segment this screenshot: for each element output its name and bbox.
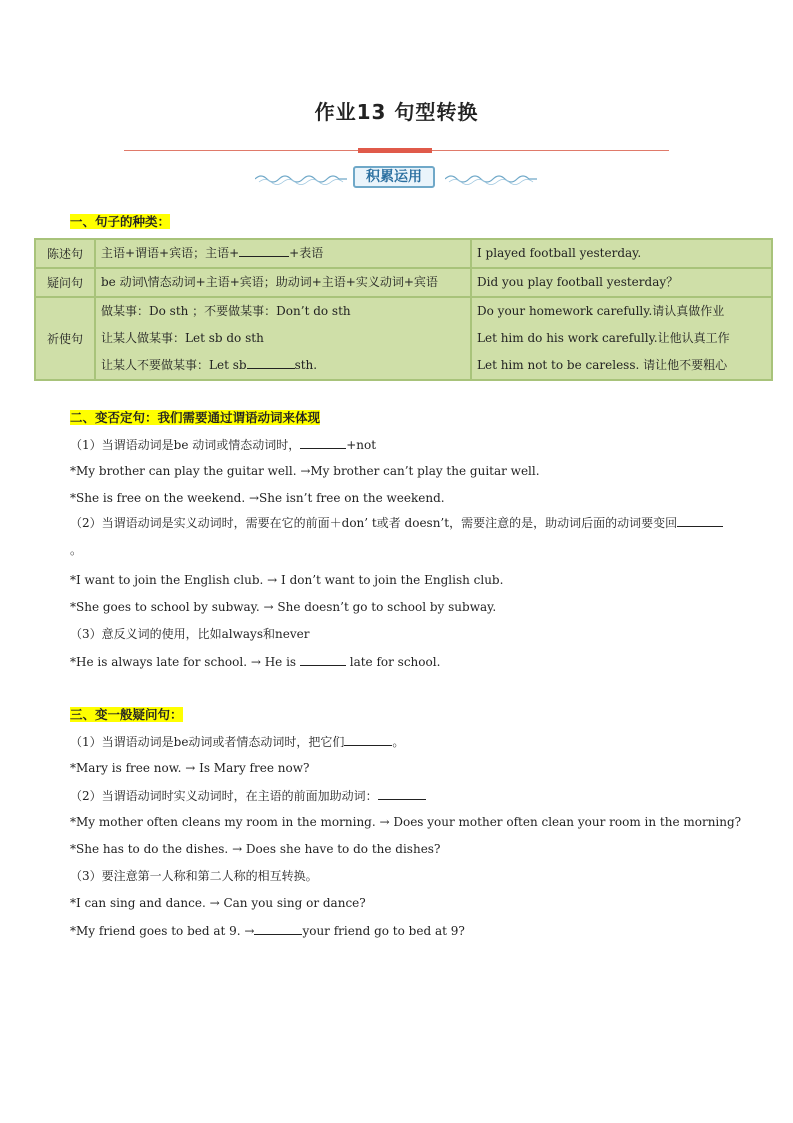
rule-text: （2）当谓语动词是实义动词时，需要在它的前面＋don’ t或者 doesn’t，需要注意的是，助动词后面的动词要变回。 bbox=[70, 510, 730, 564]
wave-decoration-right-icon bbox=[445, 170, 537, 186]
fill-blank bbox=[247, 356, 295, 369]
example-text: *My brother can play the guitar well. →My brother can’t play the guitar well. bbox=[70, 464, 540, 478]
page-title: 作业13 句型转换 bbox=[314, 100, 479, 124]
fill-blank bbox=[300, 436, 346, 449]
rule-text: （1）当谓语动词是be动词或者情态动词时，把它们 。 bbox=[70, 735, 405, 749]
table-row bbox=[35, 297, 772, 380]
table-row bbox=[35, 268, 772, 297]
example-text: *My mother often cleans my room in the morning. → Does your mother often clean your room in the morning? bbox=[70, 815, 742, 829]
example-text: *I want to join the English club. → I don’t want to join the English club. bbox=[70, 573, 504, 587]
fill-blank bbox=[300, 653, 346, 666]
fill-blank bbox=[344, 733, 392, 746]
fill-blank bbox=[239, 244, 289, 257]
title-divider-accent bbox=[358, 148, 432, 153]
example-text: *She is free on the weekend. →She isn’t free on the weekend. bbox=[70, 491, 445, 505]
wave-decoration-left-icon bbox=[255, 170, 347, 186]
section-heading-question: 三、变一般疑问句： bbox=[70, 707, 183, 722]
example-text: *She goes to school by subway. → She doesn’t go to school by subway. bbox=[70, 600, 497, 614]
example-text: *Mary is free now. → Is Mary free now? bbox=[70, 761, 310, 775]
fill-blank bbox=[254, 922, 302, 935]
example-text: *She has to do the dishes. → Does she have to do the dishes? bbox=[70, 842, 441, 856]
table-row bbox=[35, 239, 772, 268]
type-cell: 陈述句 bbox=[35, 239, 95, 268]
badge-label: 积累运用 bbox=[353, 166, 435, 188]
type-cell: 疑问句 bbox=[35, 268, 95, 297]
sentence-types-table bbox=[34, 238, 773, 381]
example-text: *I can sing and dance. → Can you sing or dance? bbox=[70, 896, 366, 910]
example-cell: Do your homework carefully.请认真做作业 Let him do his work carefully.让他认真工作 Let him not to be careless. 请让他不要粗心 bbox=[471, 297, 772, 380]
type-cell: 祈使句 bbox=[35, 297, 95, 380]
section-heading-sentence-types: 一、句子的种类： bbox=[70, 214, 171, 229]
rule-text: （3）要注意第一人称和第二人称的相互转换。 bbox=[70, 869, 318, 883]
rule-text: （2）当谓语动词时实义动词时，在主语的前面加助动词： bbox=[70, 787, 426, 804]
example-text: *My friend goes to bed at 9. → your friend go to bed at 9? bbox=[70, 924, 465, 938]
fill-blank bbox=[677, 514, 723, 527]
section-heading-negative: 二、变否定句：我们需要通过谓语动词来体现 bbox=[70, 410, 321, 425]
rule-cell: 做某事：Do sth ；不要做某事：Don’t do sth 让某人做某事：Let sb do sth 让某人不要做某事：Let sb sth. bbox=[95, 297, 471, 380]
rule-text: （3）意反义词的使用，比如always和never bbox=[70, 627, 310, 641]
section-badge bbox=[255, 164, 538, 192]
example-cell: Did you play football yesterday？ bbox=[471, 268, 772, 297]
rule-cell: be 动词\情态动词+主语+宾语；助动词+主语+实义动词+宾语 bbox=[95, 268, 471, 297]
example-text: *He is always late for school. → He is late for school. bbox=[70, 655, 441, 669]
fill-blank bbox=[378, 787, 426, 800]
rule-cell: 主语+谓语+宾语；主语+ +表语 bbox=[95, 239, 471, 268]
rule-text: （1）当谓语动词是be 动词或情态动词时， +not bbox=[70, 438, 377, 452]
example-cell: I played football yesterday. bbox=[471, 239, 772, 268]
